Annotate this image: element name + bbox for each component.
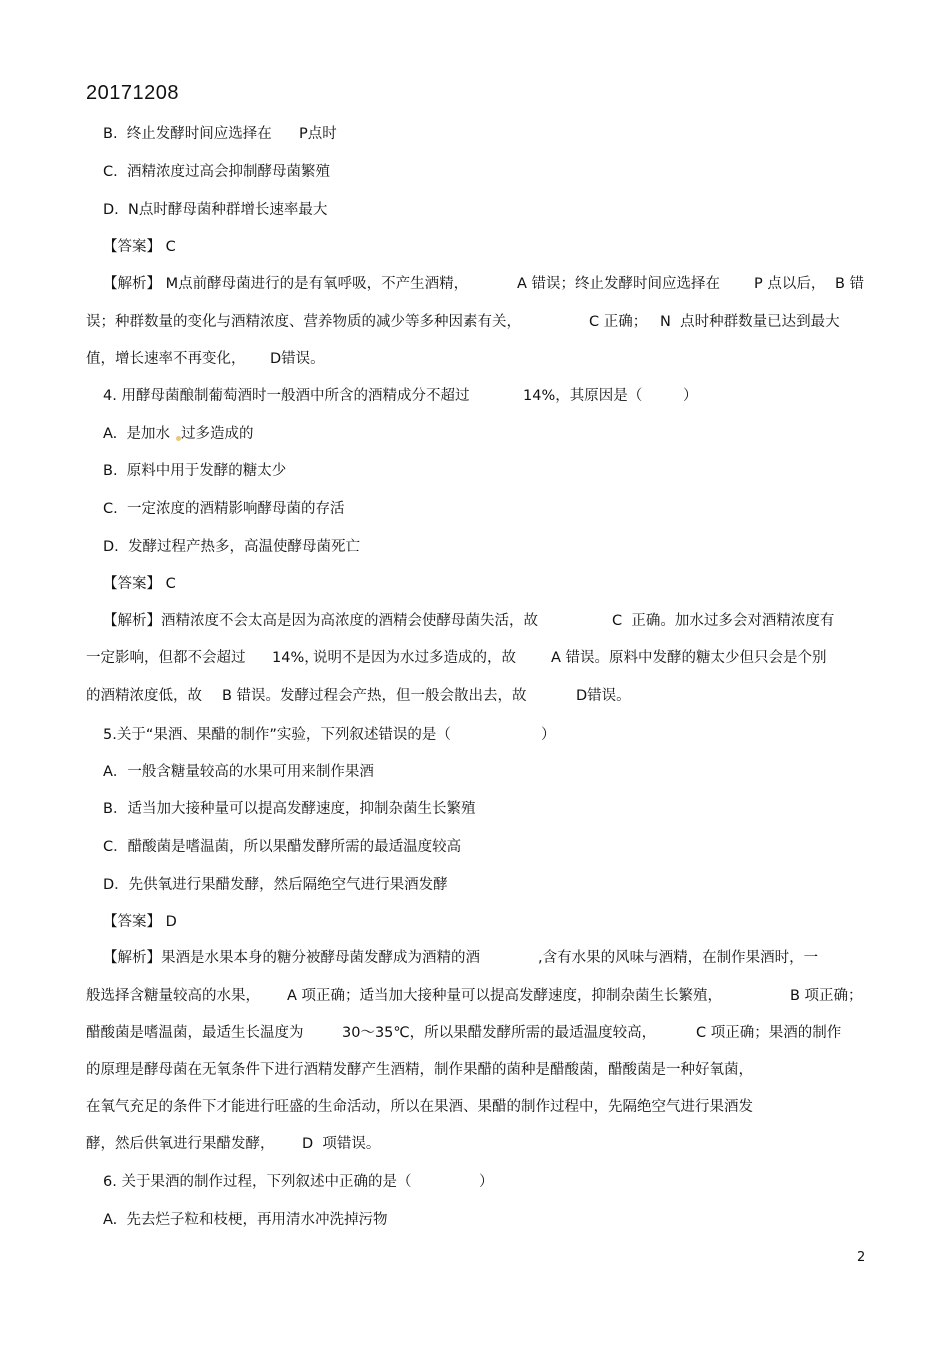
text-segment: B. 原料中用于发酵的糖太少 <box>103 463 287 479</box>
text-segment: P点时 <box>299 126 337 142</box>
text-segment: 6. 关于果酒的制作过程，下列叙述中正确的是（ <box>103 1174 412 1190</box>
text-segment: 的酒精浓度低，故 <box>86 688 202 704</box>
text-segment: 醋酸菌是嗜温菌，最适生长温度为 <box>86 1025 304 1041</box>
text-segment: 酵，然后供氧进行果醋发酵， <box>86 1136 275 1152</box>
text-segment: B 错 <box>835 276 865 292</box>
text-segment: A．一般含糖量较高的水果可用来制作果酒 <box>103 764 374 780</box>
text-segment: A 错误。原料中发酵的糖太少但只会是个别 <box>551 650 827 666</box>
text-segment: C 项正确；果酒的制作 <box>696 1025 842 1041</box>
text-segment: B. 终止发酵时间应选择在 <box>103 126 272 142</box>
text-segment: 5.关于“果酒、果醋的制作”实验，下列叙述错误的是（ <box>103 727 451 743</box>
text-segment: B 项正确； <box>790 988 863 1004</box>
text-segment: D. N点时酵母菌种群增长速率最大 <box>103 202 328 218</box>
text-segment: 【答案】 C <box>103 239 176 255</box>
text-segment: D错误。 <box>270 351 325 367</box>
text-segment: C 正确； <box>589 314 648 330</box>
page-header-date: 20171208 <box>86 82 179 104</box>
text-segment: B 错误。发酵过程会产热，但一般会散出去，故 <box>222 688 527 704</box>
text-segment: ） <box>683 388 698 404</box>
text-segment: ） <box>541 727 556 743</box>
text-segment: 【解析】果酒是水果本身的糖分被酵母菌发酵成为酒精的酒 <box>103 950 480 966</box>
text-segment: 的原理是酵母菌在无氧条件下进行酒精发酵产生酒精，制作果醋的菌种是醋酸菌，醋酸菌是一种好氧菌， <box>86 1062 753 1078</box>
text-segment: A. 是加水 <box>103 426 170 442</box>
ink-spot <box>176 436 181 441</box>
text-segment: 在氧气充足的条件下才能进行旺盛的生命活动，所以在果酒、果醋的制作过程中，先隔绝空气进行果酒发 <box>86 1099 753 1115</box>
text-segment: 4. 用酵母菌酿制葡萄酒时一般酒中所含的酒精成分不超过 <box>103 388 470 404</box>
text-segment: P 点以后， <box>754 276 826 292</box>
text-segment: C 正确。加水过多会对酒精浓度有 <box>612 613 835 629</box>
text-segment: 误；种群数量的变化与酒精浓度、营养物质的减少等多种因素有关， <box>86 314 521 330</box>
text-segment: ,含有水果的风味与酒精，在制作果酒时，一 <box>538 950 819 966</box>
text-segment: ） <box>479 1174 494 1190</box>
text-segment: 14%，其原因是（ <box>523 388 643 404</box>
text-segment: 般选择含糖量较高的水果， <box>86 988 260 1004</box>
text-segment: 过多造成的 <box>181 426 254 442</box>
text-segment: 说明不是因为水过多造成的，故 <box>313 650 516 666</box>
text-segment: D. 发酵过程产热多，高温使酵母菌死亡 <box>103 539 360 555</box>
text-segment: 【解析】酒精浓度不会太高是因为高浓度的酒精会使酵母菌失活，故 <box>103 613 538 629</box>
text-segment: D．先供氧进行果醋发酵，然后隔绝空气进行果酒发酵 <box>103 877 448 893</box>
text-segment: A 错误；终止发酵时间应选择在 <box>517 276 721 292</box>
text-segment: 14%， <box>272 650 319 666</box>
text-segment: 【答案】 D <box>103 914 177 930</box>
text-segment: 【解析】 M点前酵母菌进行的是有氧呼吸，不产生酒精， <box>103 276 469 292</box>
page-number: 2 <box>857 1250 866 1265</box>
text-segment: A. 先去烂子粒和枝梗，再用清水冲洗掉污物 <box>103 1212 388 1228</box>
text-segment: C. 酒精浓度过高会抑制酵母菌繁殖 <box>103 164 330 180</box>
text-segment: D错误。 <box>576 688 631 704</box>
text-segment: 值，增长速率不再变化， <box>86 351 246 367</box>
text-segment: 一定影响，但都不会超过 <box>86 650 246 666</box>
text-segment: D 项错误。 <box>302 1136 381 1152</box>
text-segment: B．适当加大接种量可以提高发酵速度，抑制杂菌生长繁殖 <box>103 801 476 817</box>
text-segment: 【答案】 C <box>103 576 176 592</box>
text-segment: N 点时种群数量已达到最大 <box>660 314 840 330</box>
text-segment: C．醋酸菌是嗜温菌，所以果醋发酵所需的最适温度较高 <box>103 839 462 855</box>
text-segment: 30～35℃，所以果醋发酵所需的最适温度较高， <box>342 1025 657 1041</box>
text-segment: C. 一定浓度的酒精影响酵母菌的存活 <box>103 501 345 517</box>
text-segment: A 项正确；适当加大接种量可以提高发酵速度，抑制杂菌生长繁殖， <box>287 988 723 1004</box>
